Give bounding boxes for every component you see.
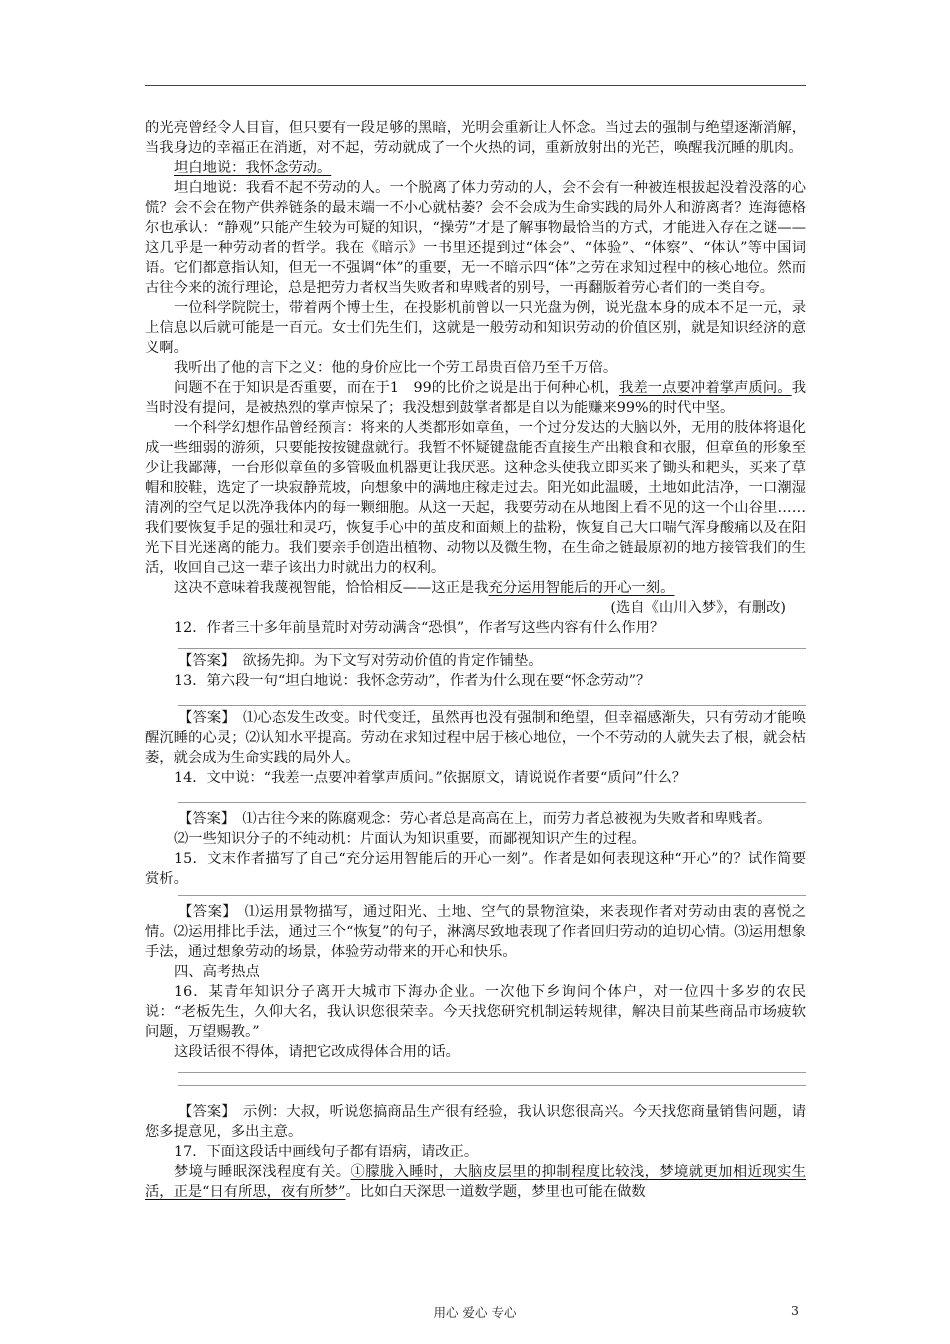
underlined-sentence: 我差一点要冲着掌声质问。: [618, 380, 792, 396]
answer-text: ⑴心态发生改变。时代变迁，虽然再也没有强制和绝望，但幸福感渐失，只有劳动才能唤醒沉睡的心灵；⑵认知水平提高。劳动在求知过程中居于核心地位，一个不劳动的人就失去了根，就会枯萎，就会成为生命实践的局外人。: [145, 710, 806, 766]
paragraph-7: 一个科学幻想作品曾经预言：将来的人类都形如章鱼，一个过分发达的大脑以外，无用的肢体将退化成一些细弱的游须，只要能按按键盘就行。我暂不怀疑键盘能否直接生产出粮食和衣服，但章鱼的形象至少让我鄙薄，一台形似章鱼的多管吸血机器更让我厌恶。这种念头使我立即买来了锄头和耙头，买来了草帽和胶鞋，选定了一块寂静荒坡，向想象中的满地庄稼走过去。阳光如此温暖，土地如此洁净，一口潮湿清冽的空气足以洗净我体内的每一颗细胞。从这一天起，我要劳动在从地图上看不见的这一个山谷里……我们要恢复手足的强壮和灵巧，恢复手心中的茧皮和面颊上的盐粉，恢复自己大口喘气浑身酸痛以及在阳光下目光迷离的能力。我们要亲手创造出植物、动物以及微生物，在生命之链最原初的地方接管我们的生活，收回自己这一辈子该出力时就出力的权利。: [145, 420, 806, 576]
underlined-sentence: 充分运用智能后的开心一刻。: [488, 580, 675, 596]
answer-line: [178, 638, 806, 649]
passage-text: 梦境与睡眠深浅程度有关。: [174, 1164, 351, 1180]
page-number: 3: [791, 1303, 799, 1318]
paragraph-6-text-a: 问题不在于知识是否重要，而在于1 99的比价之说是出于何种心机，: [174, 380, 619, 396]
paragraph-2: [145, 158, 806, 178]
paragraph-8: [145, 578, 806, 598]
passage-text: 。比如白天深思一道数学题，梦里也可能在做数: [345, 1184, 646, 1200]
paragraph-1: 的光亮曾经令人目盲，但只要有一段足够的黑暗，光明会重新让人怀念。当过去的强制与绝望逐渐消解，当我身边的幸福正在消逝，对不起，劳动就成了一个火热的词，重新放射出的光芒，唤醒我沉睡的肌肉。: [145, 120, 806, 156]
answer-text: ⑴运用景物描写，通过阳光、土地、空气的景物渲染，来表现作者对劳动由衷的喜悦之情。⑵运用排比手法，通过三个“恢复”的句子，淋漓尽致地表现了作者回归劳动的迫切心情。⑶运用想象手法，通过想象劳动的场景，体验劳动带来的开心和快乐。: [145, 904, 806, 960]
answer-12: [145, 651, 806, 671]
header-rule: [145, 85, 806, 86]
answer-label: 【答案】: [178, 811, 229, 827]
answer-label: 【答案】: [178, 904, 230, 920]
question-15: 15．文末作者描写了自己“充分运用智能后的开心一刻”。作者是如何表现这种“开心”的？试作简要赏析。: [145, 851, 806, 887]
question-14: 14．文中说：“我差一点要冲着掌声质问。”依据原文，请说说作者要“质问”什么？: [174, 770, 687, 786]
paragraph-6: [145, 378, 806, 418]
answer-13: [145, 708, 806, 768]
answer-text: 欲扬先抑。为下文写对劳动价值的肯定作铺垫。: [228, 653, 543, 669]
answer-line: [178, 1073, 806, 1086]
question-13: 13．第六段一句“坦白地说：我怀念劳动”，作者为什么现在要“怀念劳动”？: [174, 673, 651, 689]
section-heading: 四、高考热点: [174, 964, 260, 980]
answer-line: [178, 691, 806, 706]
question-17: 17．下面这段话中画线句子都有语病，请改正。: [174, 1144, 479, 1160]
paragraph-5: 我听出了他的言下之义：他的身价应比一个劳工昂贵百倍乃至千万倍。: [174, 360, 618, 376]
underlined-sentence: ①朦胧入睡时，大脑皮层里的抑制程度比较浅，梦境就更加相近现实生活，正是“日有所思，夜有所梦”: [145, 1164, 807, 1200]
paragraph-4: 一位科学院院士，带着两个博士生，在投影机前曾以一只光盘为例，说光盘本身的成本不足一元，录上信息以后就可能是一百元。女士们先生们，这就是一般劳动和知识劳动的价值区别，就是知识经济的意义啊。: [145, 300, 806, 356]
question-16-instruction: 这段话很不得体，请把它改成得体合用的话。: [174, 1044, 460, 1060]
answer-text: 示例：大叔，听说您搞商品生产很有经验，我认识您很高兴。今天找您商量销售问题，请您多提意见，多出主意。: [145, 1104, 806, 1140]
answer-text: ⑴古往今来的陈腐观念：劳心者总是高高在上，而劳力者总被视为失败者和卑贱者。: [228, 811, 772, 827]
question-16: 16．某青年知识分子离开大城市下海办企业。一次他下乡询问个体户，对一位四十多岁的农民说：“老板先生，久仰大名，我认识您很荣幸。今天找您研究机制运转规律，解决目前某些商品市场疲软问题，万望赐教。”: [145, 984, 806, 1040]
answer-line: [178, 1062, 806, 1073]
answer-16: [145, 1102, 806, 1142]
answer-label: 【答案】: [178, 1104, 229, 1120]
answer-line: [178, 889, 806, 896]
underlined-sentence: 坦白地说：我怀念劳动。: [174, 160, 332, 176]
paragraph-8-text-a: 这决不意味着我蔑视智能，恰恰相反——这正是我: [174, 580, 489, 596]
paragraph-3: 坦白地说：我看不起不劳动的人。一个脱离了体力劳动的人，会不会有一种被连根拔起没着没落的心慌？会不会在物产供养链条的最末端一不小心就枯萎？会不会成为生命实践的局外人和游离者？连海德格尔也承认：“静观”只能产生较为可疑的知识，“操劳”才是了解事物最恰当的方式，才能进入存在之谜——这几乎是一种劳动者的哲学。我在《暗示》一书里还提到过“体会”、“体验”、“体察”、“体认”等中国词语。它们都意指认知，但无一不强调“体”的重要，无一不暗示四“体”之劳在求知过程中的核心地位。然而古往今来的流行理论，总是把劳力者权当失败者和卑贱者的别号，一再翻版着劳心者们的一类自夸。: [145, 180, 806, 296]
paragraph-6-text-c: 我当时没有提问，是被热烈的掌声惊呆了；我没想到鼓掌者都是自以为能赚来99%的时代中坚。: [145, 380, 806, 416]
document-body: [145, 118, 806, 1202]
question-12: 12．作者三十多年前垦荒时对劳动满含“恐惧”，作者写这些内容有什么作用？: [174, 620, 665, 636]
answer-15: [145, 902, 806, 962]
answer-label: 【答案】: [178, 710, 229, 726]
page-footer: 用心 爱心 专心: [433, 1305, 517, 1320]
answer-label: 【答案】: [178, 653, 229, 669]
answer-line: [178, 788, 806, 803]
answer-14-part-2: ⑵一些知识分子的不纯动机：片面认为知识重要，而鄙视知识产生的过程。: [174, 831, 646, 847]
question-17-passage: [145, 1162, 806, 1202]
answer-14: [145, 809, 806, 829]
source-citation: (选自《山川入梦》，有删改): [610, 600, 786, 616]
